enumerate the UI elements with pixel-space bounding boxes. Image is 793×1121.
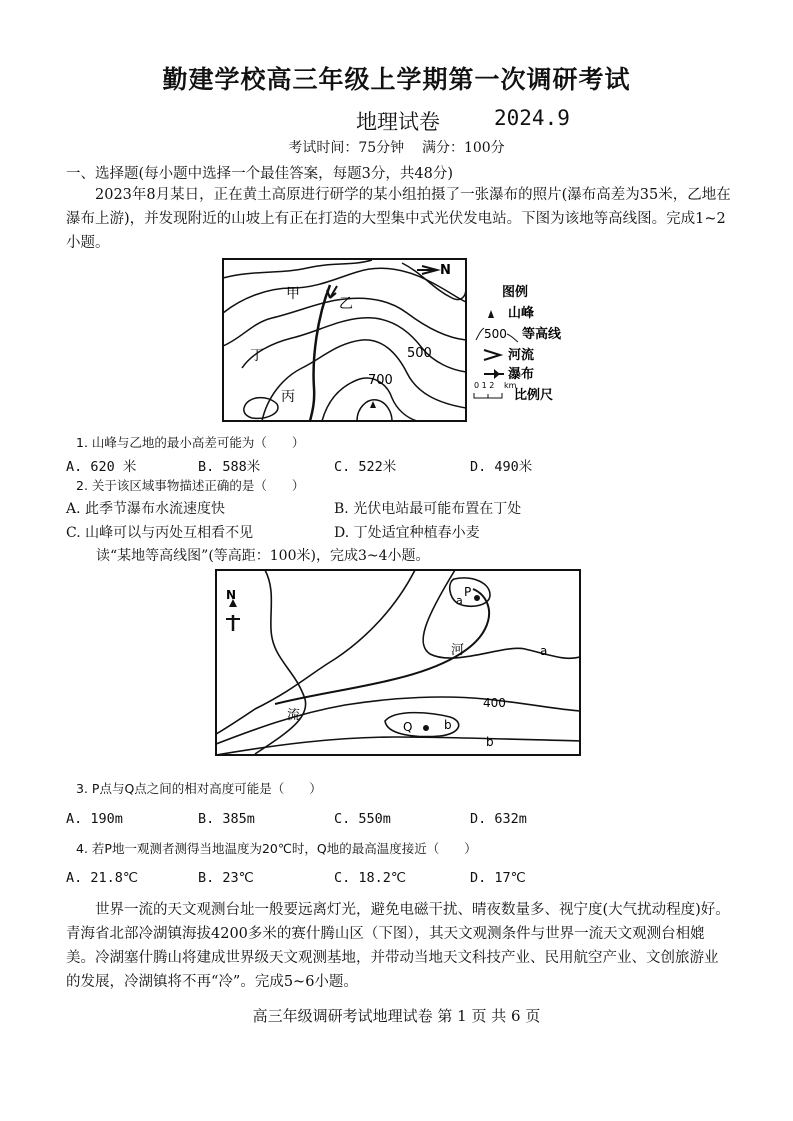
map1-legend (474, 284, 562, 403)
legend-scale: 比例尺 (514, 388, 554, 403)
map2-contours (216, 570, 580, 755)
q1-option-c: C. 522米 (334, 459, 397, 475)
contour-label-700: 700 (368, 373, 393, 388)
map2-north-label: N (226, 588, 237, 602)
q2-option-a: A. 此季节瀑布水流速度快 (66, 501, 226, 517)
point-p-label: P (464, 585, 472, 599)
question-4-stem: 4. 若P地一观测者测得当地温度为20℃时，Q地的最高温度接近（ ） (76, 841, 477, 856)
exam-info: 考试时间：75分钟 满分：100分 (288, 140, 505, 156)
point-q-label: Q (403, 720, 413, 734)
q4-option-a: A. 21.8℃ (66, 870, 139, 886)
question-2-stem: 2. 关于该区域事物描述正确的是（ ） (76, 478, 305, 493)
q1-option-d: D. 490米 (470, 459, 533, 475)
legend-scale-ticks: 0 1 2 (474, 381, 495, 390)
place-ding: 丁 (250, 348, 264, 364)
point-q-dot (423, 725, 429, 731)
passage-2: 世界一流的天文观测台址一般要远离灯光，避免电磁干扰、晴夜数量多、视宁度(大气扰动程度)好。青海省北部冷湖镇海拔4200多米的赛什腾山区（下图），其天文观测条件与世界一流天文观测台相媲美。冷湖塞什腾山将建成世界级天文观测基地，并带动当地天文科技产业、民用航空产业、文创旅游业的发展，冷湖镇将不再“冷”。完成5~6小题。 (66, 902, 730, 990)
peak-icon (370, 401, 376, 408)
q2-option-b: B. 光伏电站最可能布置在丁处 (334, 501, 522, 517)
q2-option-c: C. 山峰可以与丙处互相看不见 (66, 525, 254, 541)
point-p-dot (474, 595, 480, 601)
q1-option-b: B. 588米 (198, 459, 261, 475)
label-a-small: a (456, 594, 463, 607)
section-title: 一、选择题(每小题中选择一个最佳答案，每题3分，共48分) (66, 166, 453, 182)
question-1-stem: 1. 山峰与乙地的最小高差可能为（ ） (76, 435, 305, 450)
q3-option-d: D. 632m (470, 811, 527, 827)
legend-title: 图例 (502, 285, 529, 300)
q1-option-a: A. 620 米 (66, 459, 137, 475)
legend-river: 河流 (508, 348, 535, 363)
river-char-liu: 流 (287, 708, 301, 723)
legend-peak: 山峰 (508, 306, 535, 321)
label-a-contour: a (540, 644, 548, 658)
place-bing: 丙 (281, 389, 295, 405)
map1-contours (223, 260, 466, 421)
legend-peak-icon (488, 310, 494, 318)
exam-title: 勤建学校高三年级上学期第一次调研考试 (162, 65, 631, 94)
north-label: N (440, 263, 451, 278)
contour-map-2 (215, 569, 582, 757)
exam-date: 2024.9 (494, 106, 570, 130)
place-yi: 乙 (339, 296, 353, 312)
river-char-he: 河 (451, 643, 465, 658)
legend-contour: 等高线 (522, 327, 562, 342)
q4-option-c: C. 18.2℃ (334, 870, 407, 886)
q3-option-a: A. 190m (66, 811, 123, 827)
legend-river-icon (484, 350, 500, 360)
label-b-closed: b (444, 718, 452, 732)
contour-map-1 (222, 258, 582, 424)
passage-1: 2023年8月某日，正在黄土高原进行研学的某小组拍摄了一张瀑布的照片(瀑布高差为35米，乙地在瀑布上游)，并发现附近的山坡上有正在打造的大型集中式光伏发电站。下图为该地等高线图。完成1~2小题。 (66, 187, 731, 251)
place-jia: 甲 (286, 286, 300, 302)
legend-contour-sample: 500 (484, 327, 507, 341)
contour-label-500: 500 (407, 346, 432, 361)
label-b-contour: b (486, 735, 494, 749)
legend-scale-bar (474, 393, 502, 398)
q4-option-d: D. 17℃ (470, 870, 526, 886)
page-footer: 高三年级调研考试地理试卷 第 1 页 共 6 页 (252, 1007, 541, 1025)
q3-option-b: B. 385m (198, 811, 255, 827)
read-instruction: 读“某地等高线图”(等高距：100米)，完成3~4小题。 (96, 548, 430, 564)
exam-subject: 地理试卷 (356, 110, 440, 134)
q4-option-b: B. 23℃ (198, 870, 254, 886)
q2-option-d: D. 丁处适宜种植春小麦 (334, 525, 480, 541)
legend-scale-unit: km (504, 381, 517, 390)
q3-option-c: C. 550m (334, 811, 391, 827)
question-3-stem: 3. P点与Q点之间的相对高度可能是（ ） (76, 781, 322, 796)
legend-waterfall: 瀑布 (508, 367, 535, 382)
label-400: 400 (483, 696, 506, 710)
